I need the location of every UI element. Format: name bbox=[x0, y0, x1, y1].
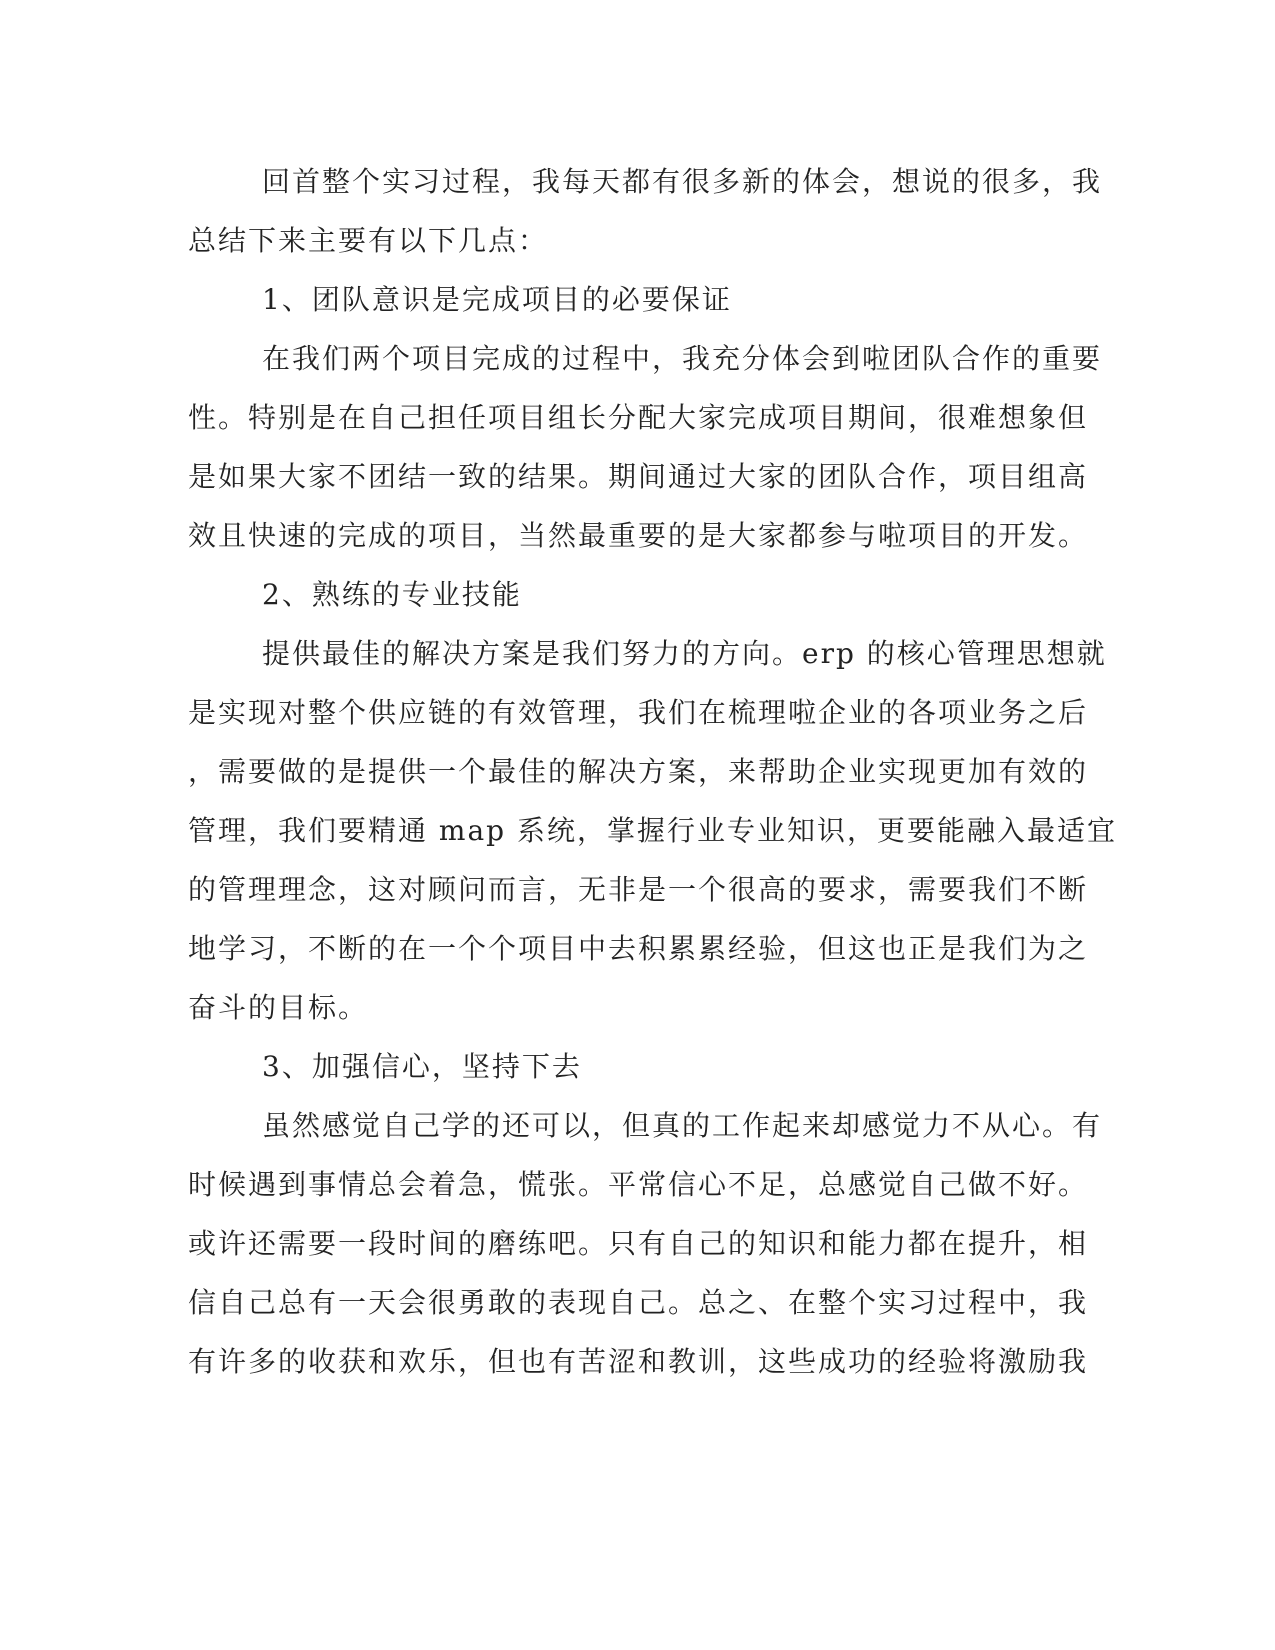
paragraph-line: 提供最佳的解决方案是我们努力的方向。erp 的核心管理思想就 bbox=[262, 637, 1107, 670]
paragraph-line: 总结下来主要有以下几点： bbox=[188, 224, 549, 257]
section-heading-1: 1、团队意识是完成项目的必要保证 bbox=[262, 283, 732, 316]
paragraph-line: 或许还需要一段时间的磨练吧。只有自己的知识和能力都在提升，相 bbox=[188, 1227, 1089, 1260]
paragraph-line: 时候遇到事情总会着急，慌张。平常信心不足，总感觉自己做不好。 bbox=[188, 1168, 1089, 1201]
section-heading-3: 3、加强信心，坚持下去 bbox=[262, 1050, 582, 1083]
paragraph-line: 地学习，不断的在一个个项目中去积累累经验，但这也正是我们为之 bbox=[188, 932, 1089, 965]
paragraph-line: 是如果大家不团结一致的结果。期间通过大家的团队合作，项目组高 bbox=[188, 460, 1089, 493]
paragraph-line: 信自己总有一天会很勇敢的表现自己。总之、在整个实习过程中，我 bbox=[188, 1286, 1089, 1319]
paragraph-line: 有许多的收获和欢乐，但也有苦涩和教训，这些成功的经验将激励我 bbox=[188, 1345, 1089, 1378]
paragraph-line: 效且快速的完成的项目，当然最重要的是大家都参与啦项目的开发。 bbox=[188, 519, 1089, 552]
paragraph-line: 虽然感觉自己学的还可以，但真的工作起来却感觉力不从心。有 bbox=[262, 1109, 1103, 1142]
paragraph-line: 在我们两个项目完成的过程中，我充分体会到啦团队合作的重要 bbox=[262, 342, 1103, 375]
paragraph-line: 是实现对整个供应链的有效管理，我们在梳理啦企业的各项业务之后 bbox=[188, 696, 1089, 729]
paragraph-line: ，需要做的是提供一个最佳的解决方案，来帮助企业实现更加有效的 bbox=[188, 755, 1089, 788]
section-heading-2: 2、熟练的专业技能 bbox=[262, 578, 522, 611]
paragraph-line: 管理，我们要精通 map 系统，掌握行业专业知识，更要能融入最适宜 bbox=[188, 814, 1117, 847]
paragraph-line: 奋斗的目标。 bbox=[188, 991, 369, 1024]
paragraph-line: 的管理理念，这对顾问而言，无非是一个很高的要求，需要我们不断 bbox=[188, 873, 1089, 906]
paragraph-line: 性。特别是在自己担任项目组长分配大家完成项目期间，很难想象但 bbox=[188, 401, 1089, 434]
paragraph-line: 回首整个实习过程，我每天都有很多新的体会，想说的很多，我 bbox=[262, 165, 1103, 198]
